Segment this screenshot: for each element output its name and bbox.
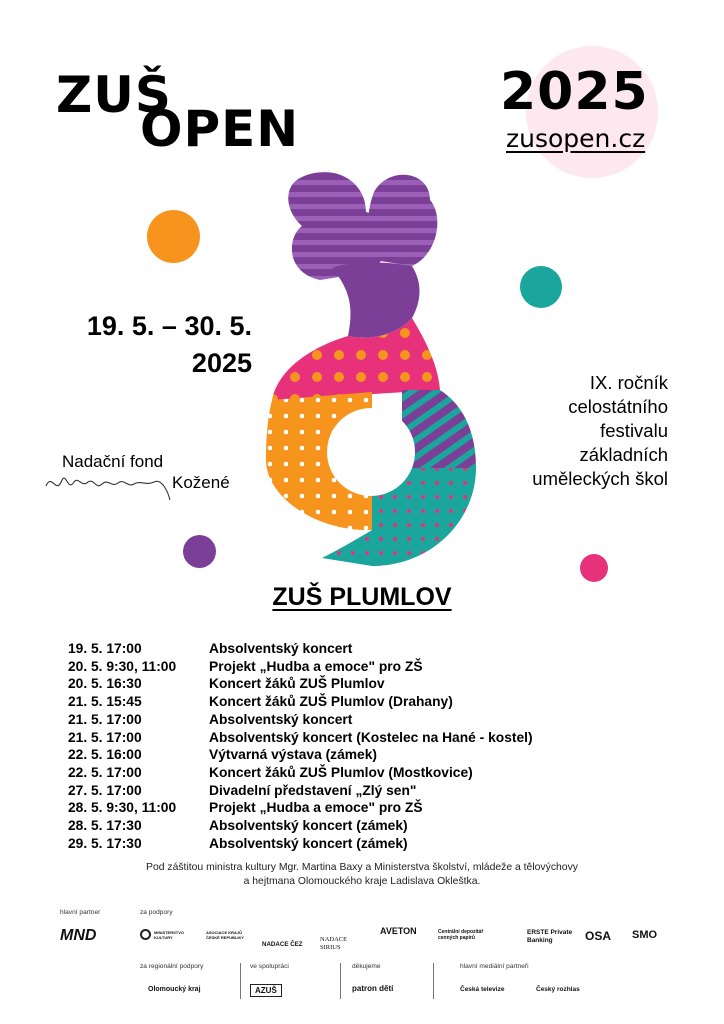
schedule-event: Absolventský koncert (Kostelec na Hané - kostel): [209, 729, 533, 745]
foundation-line-2: Kožené: [172, 473, 230, 492]
patronage-line-1: Pod záštitou ministra kultury Mgr. Martina Baxy a Ministerstva školství, mládeže a tělovýchovy: [146, 862, 578, 873]
schedule-event: Absolventský koncert: [209, 711, 353, 727]
festival-edition: [478, 371, 668, 491]
separator: [240, 963, 241, 999]
edition-line: festivalu: [600, 420, 668, 441]
dates-line-2: 2025: [191, 348, 252, 378]
separator: [340, 963, 341, 999]
schedule-event: Projekt „Hudba a emoce" pro ZŠ: [209, 658, 423, 674]
label-thanks: děkujeme: [352, 963, 381, 970]
schedule-event: Koncert žáků ZUŠ Plumlov (Drahany): [209, 694, 453, 710]
schedule-row: [68, 764, 688, 782]
edition-line: uměleckých škol: [532, 468, 668, 489]
label-regional: za regionální podpory: [140, 963, 204, 970]
separator: [433, 963, 434, 999]
schedule-row: [68, 746, 688, 764]
schedule-date: 27. 5. 17:00: [68, 782, 142, 798]
festival-dates: [30, 308, 252, 382]
schedule-date: 28. 5. 9:30, 11:00: [68, 800, 177, 816]
schedule-event: Divadelní představení „Zlý sen": [209, 782, 417, 798]
edition-line: základních: [579, 444, 668, 465]
partner-cdcp-logo: Centrální depozitář cenných papírů: [438, 929, 484, 941]
schedule-date: 21. 5. 17:00: [68, 711, 142, 727]
school-name: ZUŠ PLUMLOV: [272, 583, 452, 611]
schedule-date: 21. 5. 15:45: [68, 694, 142, 710]
teal-dot: [520, 266, 562, 308]
schedule-event: Absolventský koncert: [209, 641, 353, 656]
website-link[interactable]: zusopen.cz: [506, 124, 646, 153]
partner-mnd-logo: MND: [60, 927, 97, 944]
schedule-date: 19. 5. 17:00: [68, 641, 142, 656]
schedule-event: Absolventský koncert (zámek): [209, 835, 408, 851]
edition-line: celostátního: [568, 396, 668, 417]
partner-ceska-televize-logo: Česká televize: [460, 986, 505, 993]
partner-nadace-cez-logo: NADACE ČEZ: [262, 941, 303, 948]
schedule-date: 28. 5. 17:30: [68, 818, 142, 834]
schedule-event: Absolventský koncert (zámek): [209, 818, 408, 834]
schedule-date: 20. 5. 16:30: [68, 676, 142, 692]
partner-cesky-rozhlas-logo: Český rozhlas: [536, 986, 580, 993]
schedule-row: [68, 835, 688, 853]
schedule-row: [68, 675, 688, 693]
patronage-text: [60, 861, 664, 889]
patronage-line-2: a hejtmana Olomouckého kraje Ladislava Okleštka.: [243, 876, 481, 887]
foundation-signature-graphic: [42, 466, 182, 506]
zus-open-figure-graphic: [262, 168, 482, 568]
event-schedule: [68, 640, 688, 852]
label-media: hlavní mediální partneři: [460, 963, 529, 970]
partner-patron-deti-logo: patron dětí: [352, 984, 394, 993]
schedule-event: Koncert žáků ZUŠ Plumlov (Mostkovice): [209, 764, 473, 780]
schedule-row: [68, 640, 688, 658]
schedule-row: [68, 799, 688, 817]
label-support: za podpory: [140, 909, 173, 916]
orange-dot: [147, 210, 200, 263]
ministry-icon: [140, 929, 151, 940]
partner-smo-logo: SMO: [632, 929, 658, 941]
schedule-event: Výtvarná výstava (zámek): [209, 747, 377, 763]
purple-dot: [183, 535, 216, 568]
schedule-row: [68, 693, 688, 711]
logo-zus: ZUŠ: [56, 66, 172, 124]
schedule-row: [68, 782, 688, 800]
schedule-row: [68, 729, 688, 747]
festival-year: 2025: [500, 62, 649, 122]
schedule-date: 22. 5. 16:00: [68, 747, 142, 763]
partner-ministry-logo: MINISTERSTVO KULTURY: [154, 930, 185, 940]
partner-olomoucky-kraj-logo: Olomoucký kraj: [148, 986, 201, 993]
schedule-date: 21. 5. 17:00: [68, 729, 142, 745]
schedule-event: Koncert žáků ZUŠ Plumlov: [209, 676, 385, 692]
dates-line-1: 19. 5. – 30. 5.: [86, 311, 252, 341]
schedule-date: 20. 5. 9:30, 11:00: [68, 658, 177, 674]
partner-sirius-logo: NADACE SIRIUS: [320, 936, 348, 951]
partner-asociace-logo: ASOCIACE KRAJŮ ČESKÉ REPUBLIKY: [206, 930, 245, 940]
partner-osa-logo: OSA: [585, 929, 612, 943]
schedule-date: 29. 5. 17:30: [68, 835, 142, 851]
schedule-row: [68, 817, 688, 835]
figure-right-ear: [368, 175, 437, 266]
edition-line: IX. ročník: [589, 372, 668, 393]
schedule-row: [68, 711, 688, 729]
logo-open: OPEN: [140, 100, 300, 158]
pink-dot: [580, 554, 608, 582]
label-cooperation: ve spolupráci: [250, 963, 289, 970]
foundation-line-1: Nadační fond: [62, 452, 164, 471]
partner-azus-logo: AZUŠ: [250, 984, 282, 997]
schedule-date: 22. 5. 17:00: [68, 764, 142, 780]
schedule-row: [68, 658, 688, 676]
partner-erste-logo: ERSTE Private Banking: [527, 929, 573, 944]
schedule-event: Projekt „Hudba a emoce" pro ZŠ: [209, 800, 423, 816]
label-main-partner: hlavní partner: [60, 909, 101, 916]
partner-aveton-logo: AVETON: [380, 926, 417, 936]
figure-ring-hole: [327, 408, 415, 496]
